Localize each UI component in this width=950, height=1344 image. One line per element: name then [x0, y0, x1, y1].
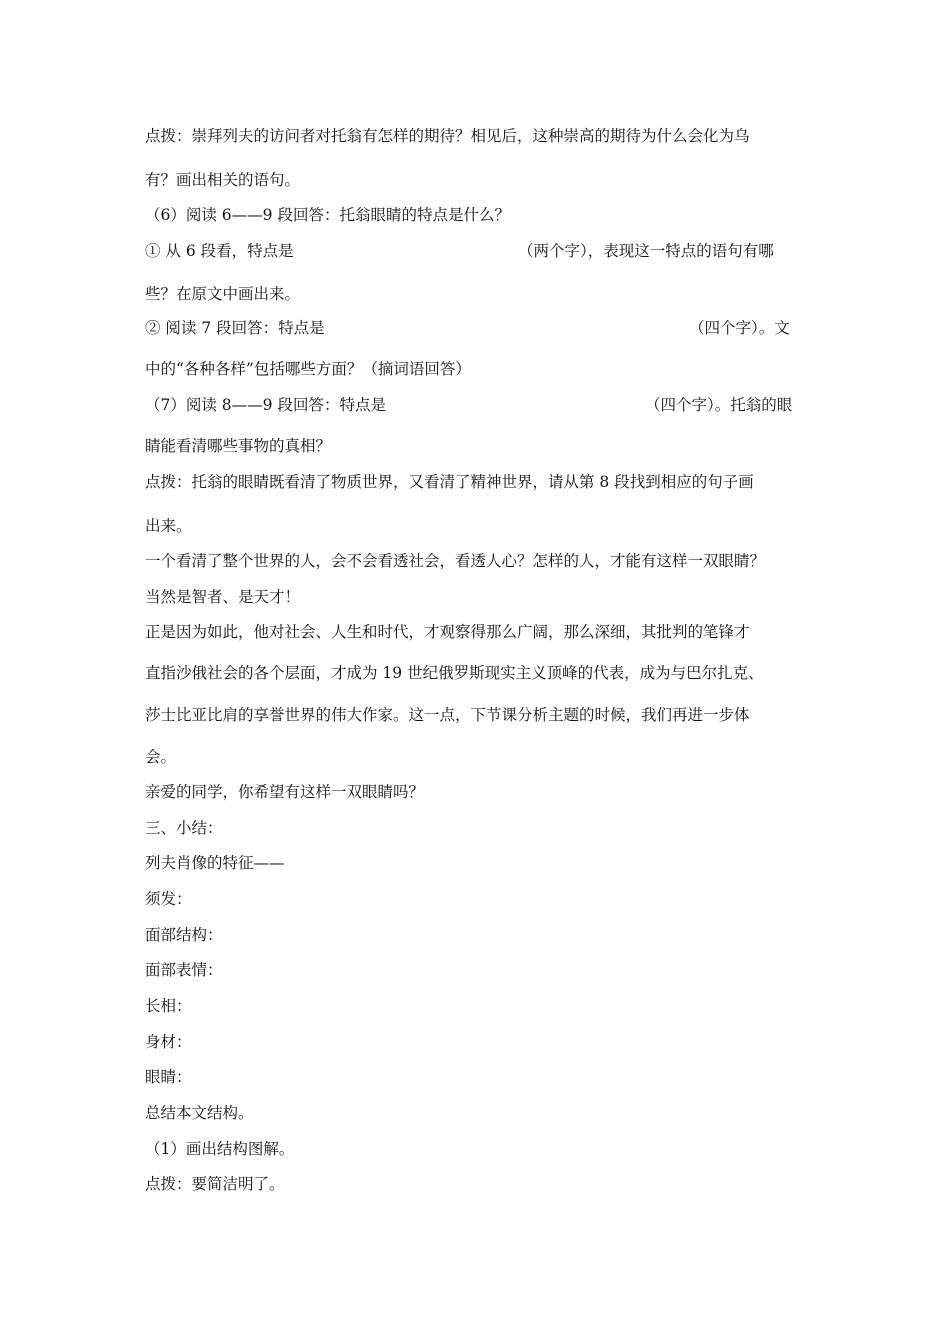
- feature-looks: 长相：: [145, 997, 192, 1015]
- question-7-right: （四个字）。托翁的眼: [645, 396, 793, 414]
- hint-line: 有？画出相关的语句。: [145, 171, 301, 189]
- hint-line: 出来。: [145, 517, 192, 535]
- question-6-2-left: ② 阅读 7 段回答：特点是: [145, 319, 325, 337]
- section-heading: 三、小结：: [145, 819, 223, 837]
- hint-line: 点拨：要简洁明了。: [145, 1175, 285, 1193]
- hint-line: 点拨：托翁的眼睛既看清了物质世界，又看清了精神世界，请从第 8 段找到相应的句子画: [145, 473, 754, 491]
- paragraph-line: 直指沙俄社会的各个层面，才成为 19 世纪俄罗斯现实主义顶峰的代表，成为与巴尔扎克、: [145, 664, 764, 682]
- question-6-1-right: （两个字），表现这一特点的语句有哪: [518, 242, 774, 260]
- paragraph-line: 莎士比亚比肩的享誉世界的伟大作家。这一点，下节课分析主题的时候，我们再进一步体: [145, 706, 750, 724]
- features-title: 列夫肖像的特征——: [145, 854, 285, 872]
- paragraph-line: 亲爱的同学，你希望有这样一双眼睛吗？: [145, 783, 425, 801]
- summary-line: 总结本文结构。: [145, 1104, 254, 1122]
- paragraph-line: 会。: [145, 748, 177, 766]
- paragraph-line: 一个看清了整个世界的人，会不会看透社会，看透人心？怎样的人，才能有这样一双眼睛？: [145, 552, 766, 570]
- hint-line: 点拨：崇拜列夫的访问者对托翁有怎样的期待？相见后，这种崇高的期待为什么会化为乌: [145, 127, 750, 145]
- question-6: （6）阅读 6——9 段回答：托翁眼睛的特点是什么？: [145, 206, 510, 224]
- question-6-2-cont: 中的“各种各样”包括哪些方面？（摘词语回答）: [145, 360, 471, 378]
- question-7-cont: 睛能看清哪些事物的真相？: [145, 437, 332, 455]
- question-7: [145, 395, 810, 415]
- question-6-2: [145, 318, 810, 338]
- question-6-1-cont: 些？在原文中画出来。: [145, 285, 301, 303]
- feature-eyes: 眼睛：: [145, 1068, 192, 1086]
- paragraph-line: 正是因为如此，他对社会、人生和时代，才观察得那么广阔，那么深细，其批判的笔锋才: [145, 623, 750, 641]
- paragraph-line: 当然是智者、是天才！: [145, 588, 301, 606]
- question-7-left: （7）阅读 8——9 段回答：特点是: [145, 396, 386, 414]
- question-6-1-left: ① 从 6 段看，特点是: [145, 242, 294, 260]
- feature-hair: 须发：: [145, 890, 192, 908]
- question-6-1: [145, 241, 810, 261]
- task-line: （1）画出结构图解。: [145, 1140, 295, 1158]
- feature-figure: 身材：: [145, 1033, 192, 1051]
- feature-structure: 面部结构：: [145, 926, 223, 944]
- question-6-2-right: （四个字）。文: [689, 319, 790, 337]
- feature-expression: 面部表情：: [145, 961, 223, 979]
